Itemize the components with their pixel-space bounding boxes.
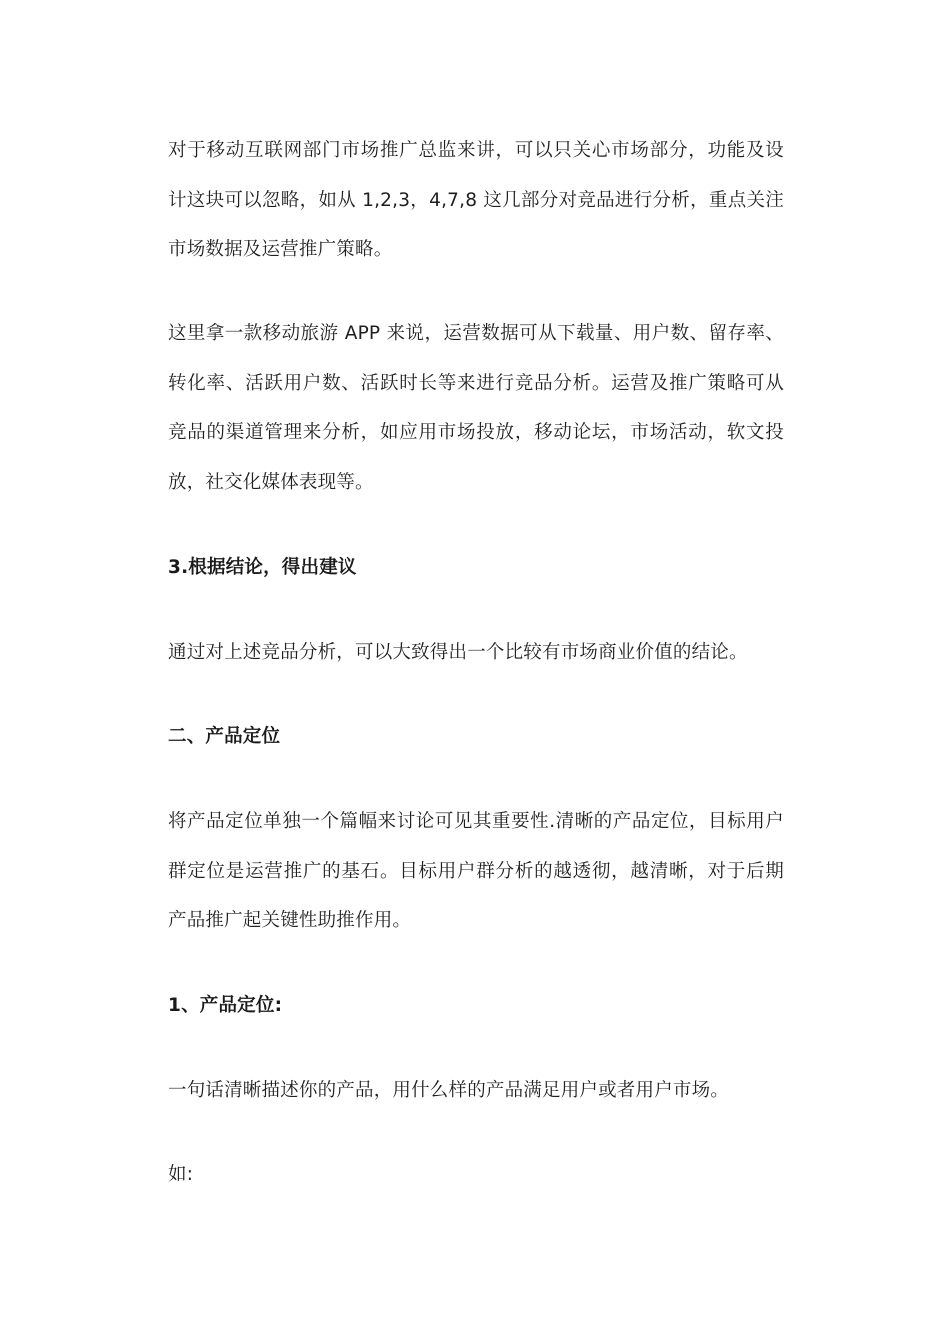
paragraph-conclusion: 通过对上述竞品分析，可以大致得出一个比较有市场商业价值的结论。	[168, 642, 748, 663]
paragraph-market-focus: 对于移动互联网部门市场推广总监来讲，可以只关心市场部分，功能及设计这块可以忽略，如从 1,2,3，4,7,8 这几部分对竞品进行分析，重点关注市场数据及运营推广策略。	[168, 140, 784, 260]
paragraph-positioning-importance: 将产品定位单独一个篇幅来讨论可见其重要性.清晰的产品定位，目标用户群定位是运营推广的基石。目标用户群分析的越透彻，越清晰，对于后期产品推广起关键性助推作用。	[168, 811, 784, 931]
heading-product-positioning-section: 二、产品定位	[168, 726, 281, 747]
heading-product-positioning: 1、产品定位:	[168, 995, 283, 1016]
heading-conclusion: 3.根据结论，得出建议	[168, 557, 357, 578]
paragraph-one-sentence: 一句话清晰描述你的产品，用什么样的产品满足用户或者用户市场。	[168, 1080, 730, 1101]
paragraph-example-intro: 如:	[168, 1164, 194, 1185]
paragraph-travel-app-example: 这里拿一款移动旅游 APP 来说，运营数据可从下载量、用户数、留存率、转化率、活跃用户数、活跃时长等来进行竞品分析。运营及推广策略可从竞品的渠道管理来分析，如应用市场投放，移动论坛，市场活动，软文投放，社交化媒体表现等。	[168, 323, 784, 493]
